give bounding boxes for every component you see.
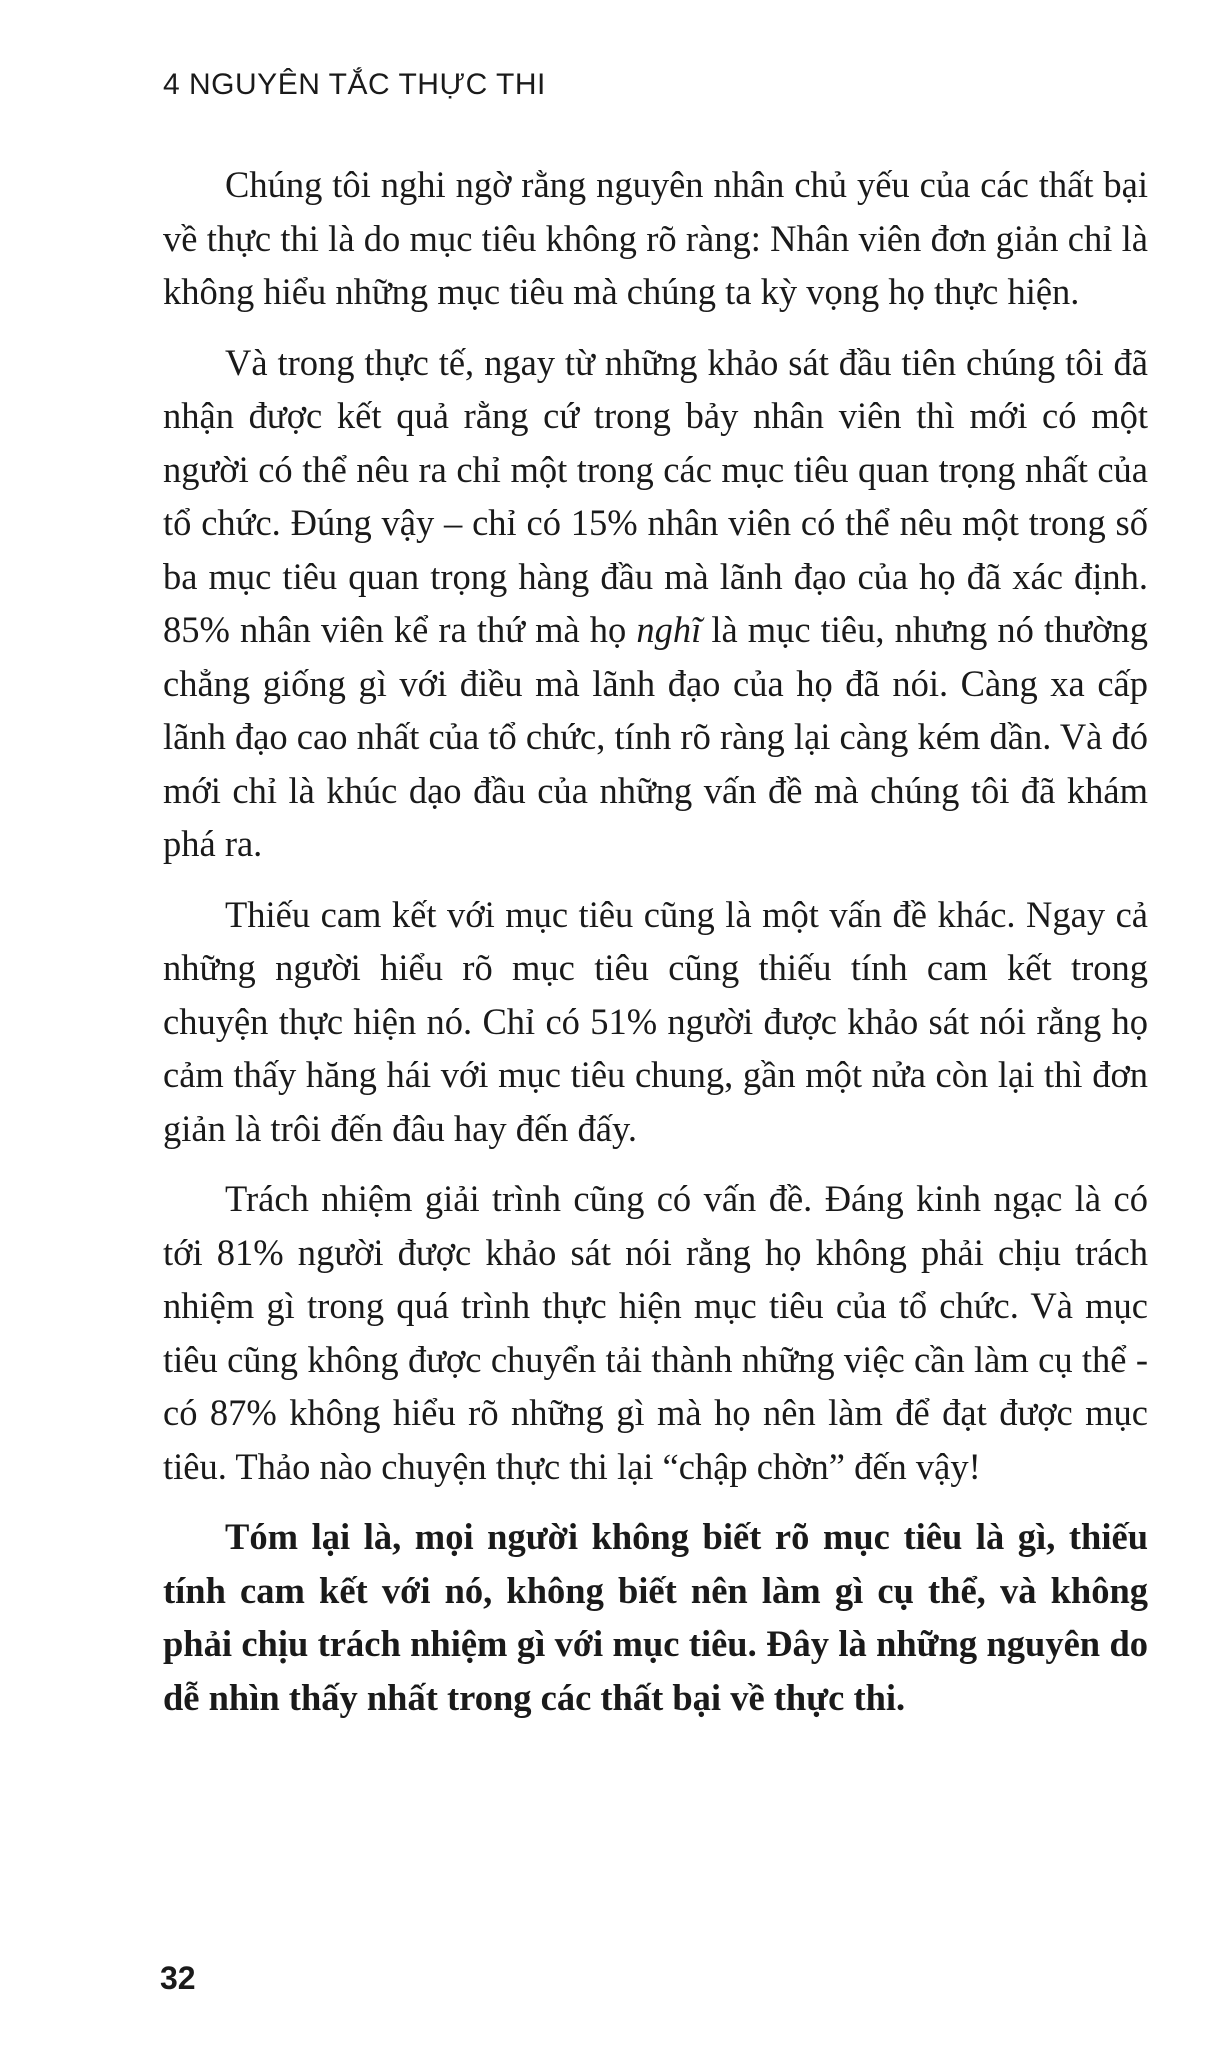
italic-word: nghĩ bbox=[636, 609, 702, 650]
paragraph-2 bbox=[163, 336, 1148, 871]
paragraph-4: Trách nhiệm giải trình cũng có vấn đề. Đáng kinh ngạc là có tới 81% người được khảo sát nói rằng họ không phải chịu trách nhiệm gì trong quá trình thực hiện mục tiêu của tổ chức. Và mục tiêu cũng không được chuyển tải thành những việc cần làm cụ thể - có 87% không hiểu rõ những gì mà họ nên làm để đạt được mục tiêu. Thảo nào chuyện thực thi lại “chập chờn” đến vậy! bbox=[163, 1178, 1148, 1487]
paragraph-2-part-2: là mục tiêu, nhưng nó thường chẳng giống gì với điều mà lãnh đạo của họ đã nói. Càng xa cấp lãnh đạo cao nhất của tổ chức, tính rõ ràng lại càng kém dần. Và đó mới chỉ là khúc dạo đầu của những vấn đề mà chúng tôi đã khám phá ra. bbox=[163, 609, 1149, 864]
paragraph-2-part-1: Và trong thực tế, ngay từ những khảo sát đầu tiên chúng tôi đã nhận được kết quả rằng cứ trong bảy nhân viên thì mới có một người có thể nêu ra chỉ một trong các mục tiêu quan trọng nhất của tổ chức. Đúng vậy – chỉ có 15% nhân viên có thể nêu một trong số ba mục tiêu quan trọng hàng đầu mà lãnh đạo của họ đã xác định. 85% nhân viên kể ra thứ mà họ bbox=[163, 341, 1148, 650]
paragraph-5: Tóm lại là, mọi người không biết rõ mục tiêu là gì, thiếu tính cam kết với nó, không biết nên làm gì cụ thể, và không phải chịu trách nhiệm gì với mục tiêu. Đây là những nguyên do dễ nhìn thấy nhất trong các thất bại về thực thi. bbox=[163, 1516, 1148, 1718]
paragraph-3: Thiếu cam kết với mục tiêu cũng là một vấn đề khác. Ngay cả những người hiểu rõ mục tiêu cũng thiếu tính cam kết trong chuyện thực hiện nó. Chỉ có 51% người được khảo sát nói rằng họ cảm thấy hăng hái với mục tiêu chung, gần một nửa còn lại thì đơn giản là trôi đến đâu hay đến đấy. bbox=[163, 893, 1148, 1149]
page-number: 32 bbox=[160, 1960, 196, 1996]
paragraph-1: Chúng tôi nghi ngờ rằng nguyên nhân chủ yếu của các thất bại về thực thi là do mục tiêu không rõ ràng: Nhân viên đơn giản chỉ là không hiểu những mục tiêu mà chúng ta kỳ vọng họ thực hiện. bbox=[163, 164, 1148, 312]
body-text bbox=[163, 158, 1148, 1741]
running-header: 4 NGUYÊN TẮC THỰC THI bbox=[163, 68, 546, 101]
